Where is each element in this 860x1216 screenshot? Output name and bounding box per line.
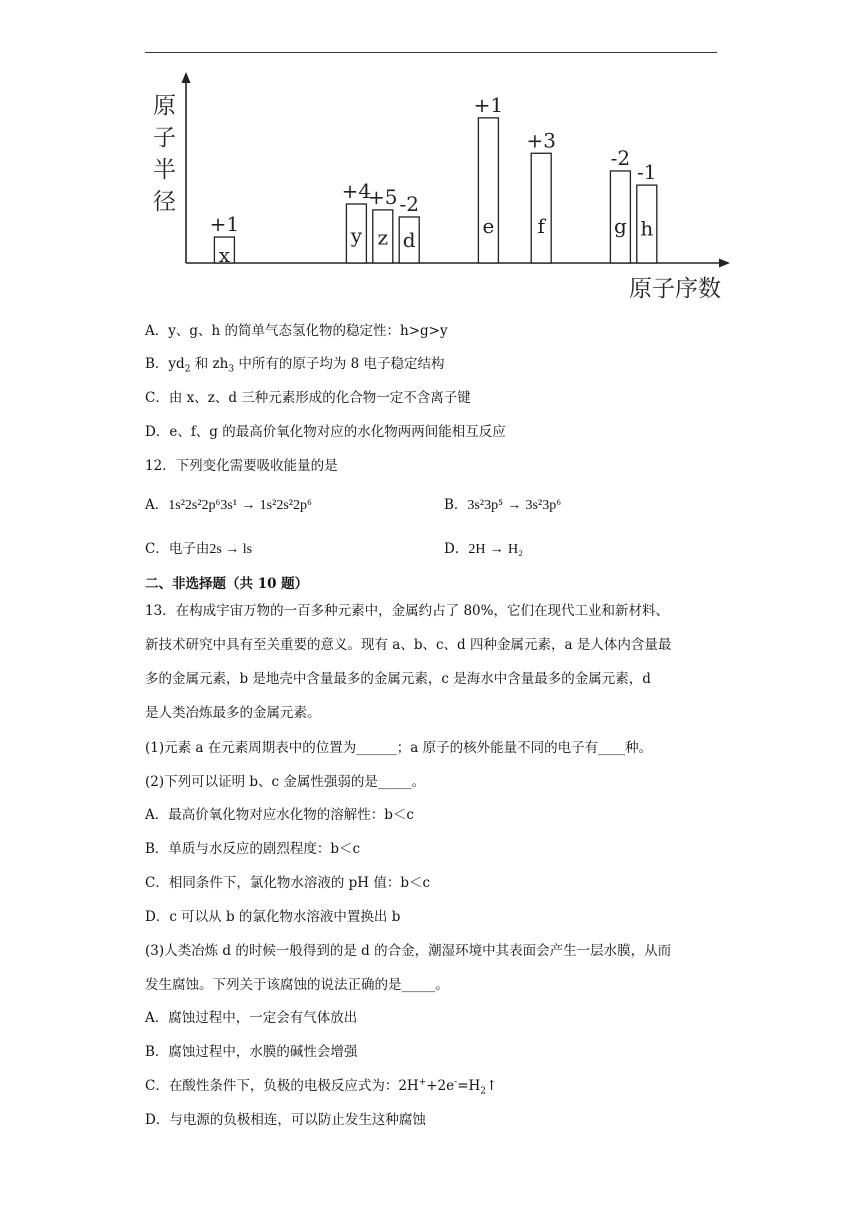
q13-stem-line-4: 是人类冶炼最多的金属元素。 <box>145 705 321 721</box>
q12-stem: 12．下列变化需要吸收能量的是 <box>145 458 338 474</box>
q13-stem-line-1: 13．在构成宇宙万物的一百多种元素中，金属约占了 80%，它们在现代工业和新材料、 <box>145 603 669 619</box>
q13-part-2[interactable]: (2)下列可以证明 b、c 金属性强弱的是_____。 <box>145 774 426 790</box>
q11-option-d[interactable]: D．e、f、g 的最高价氧化物对应的水化物两两间能相互反应 <box>145 424 506 440</box>
q13-part2-option-a[interactable]: A．最高价氧化物对应水化物的溶解性：b＜c <box>145 807 414 823</box>
bar-letter-x: x <box>218 242 231 267</box>
q12-option-c[interactable]: C．电子由2s → ls <box>145 541 253 557</box>
q12-option-b[interactable]: B．3s²3p⁵ → 3s²3p⁶ <box>444 497 562 513</box>
q13-part-3-line-1[interactable]: (3)人类冶炼 d 的时候一般得到的是 d 的合金，潮湿环境中其表面会产生一层水膜，从而 <box>145 943 672 959</box>
bar-valence-d: -2 <box>399 191 419 216</box>
q12-option-d[interactable]: D．2H → H₂ <box>444 541 524 557</box>
bar-letter-h: h <box>640 216 654 241</box>
q13-part3-option-b[interactable]: B．腐蚀过程中，水膜的碱性会增强 <box>145 1044 358 1060</box>
bar-valence-f: +3 <box>526 128 556 153</box>
x-axis-arrow <box>719 259 730 268</box>
q13-part3-option-a[interactable]: A．腐蚀过程中，一定会有气体放出 <box>145 1010 358 1026</box>
q13-part3-option-c[interactable]: C．在酸性条件下，负极的电极反应式为：$2H^++2e^-=H_2↑$ <box>145 1077 498 1097</box>
q13-part-3-line-2[interactable]: 发生腐蚀。下列关于该腐蚀的说法正确的是_____。 <box>145 977 449 993</box>
bar-letter-g: g <box>613 214 627 238</box>
bar-letter-d: d <box>402 227 416 252</box>
q13-part-1[interactable]: (1)元素 a 在元素周期表中的位置为______；a 原子的核外能量不同的电子有____种。 <box>145 740 653 756</box>
ylabel-char-4: 径 <box>153 189 176 215</box>
x-axis-label: 原子序数 <box>629 276 721 302</box>
q13-part2-option-d[interactable]: D．c 可以从 b 的氯化物水溶液中置换出 b <box>145 909 401 925</box>
bar-valence-x: +1 <box>209 212 240 237</box>
bar-letter-y: y <box>350 223 363 248</box>
q13-part2-option-b[interactable]: B．单质与水反应的剧烈程度：b＜c <box>145 841 361 857</box>
q12-option-a[interactable]: A．1s²2s²2p⁶3s¹ → 1s²2s²2p⁶ <box>145 497 312 513</box>
ylabel-char-2: 子 <box>153 125 176 151</box>
ylabel-char-3: 半 <box>153 157 176 183</box>
q13-part3-option-d[interactable]: D．与电源的负极相连，可以防止发生这种腐蚀 <box>145 1112 426 1128</box>
bar-valence-e: +1 <box>473 92 504 117</box>
q13-stem-line-3: 多的金属元素，b 是地壳中含量最多的金属元素，c 是海水中含量最多的金属元素，d <box>145 671 651 687</box>
ylabel-char-1: 原 <box>153 93 176 119</box>
q11-option-a[interactable]: A．y、g、h 的简单气态氢化物的稳定性：h>g>y <box>145 323 448 339</box>
q13-part2-option-c[interactable]: C．相同条件下，氯化物水溶液的 pH 值：b＜c <box>145 875 431 891</box>
chart-bars <box>210 93 657 267</box>
header-rule <box>145 52 717 53</box>
bar-valence-g: -2 <box>610 145 631 170</box>
bar-e <box>478 118 498 263</box>
bar-letter-z: z <box>377 225 389 250</box>
atomic-radius-chart <box>140 70 740 310</box>
y-axis-label <box>153 93 176 215</box>
q11-option-b[interactable]: B．$yd_2$ 和 $zh_3$ 中所有的原子均为 8 电子稳定结构 <box>145 356 445 375</box>
q13-stem-line-2: 新技术研究中具有至关重要的意义。现有 a、b、c、d 四种金属元素，a 是人体内含量最 <box>145 637 672 653</box>
bar-letter-f: f <box>537 214 545 238</box>
bar-letter-e: e <box>482 214 495 238</box>
section-heading: 二、非选择题（共 10 题） <box>145 576 309 592</box>
q11-option-c[interactable]: C．由 x、z、d 三种元素形成的化合物一定不含离子键 <box>145 390 471 406</box>
bar-f <box>531 153 551 263</box>
y-axis-arrow <box>182 72 191 83</box>
bar-valence-z: +5 <box>368 184 398 209</box>
bar-valence-y: +4 <box>341 179 372 203</box>
bar-valence-h: -1 <box>637 160 657 185</box>
